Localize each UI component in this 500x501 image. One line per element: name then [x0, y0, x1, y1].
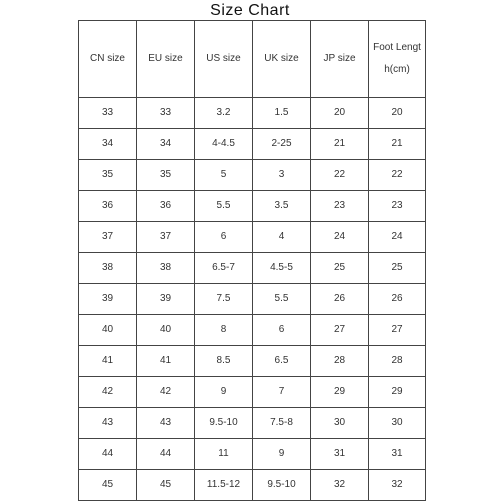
- cell-uk-size: 9: [253, 439, 311, 470]
- cell-eu-size: 37: [137, 222, 195, 253]
- table-row: [79, 129, 426, 160]
- cell-uk-size: 1.5: [253, 98, 311, 129]
- cell-us-size: 9.5-10: [195, 408, 253, 439]
- header-uk-size: UK size: [253, 21, 311, 98]
- table-row: [79, 191, 426, 222]
- cell-cn-size: 34: [79, 129, 137, 160]
- cell-eu-size: 43: [137, 408, 195, 439]
- table-header-row: [79, 21, 426, 98]
- cell-foot-length: 31: [369, 439, 426, 470]
- cell-cn-size: 44: [79, 439, 137, 470]
- cell-foot-length: 28: [369, 346, 426, 377]
- cell-us-size: 11: [195, 439, 253, 470]
- cell-cn-size: 40: [79, 315, 137, 346]
- cell-jp-size: 28: [311, 346, 369, 377]
- cell-cn-size: 38: [79, 253, 137, 284]
- cell-eu-size: 41: [137, 346, 195, 377]
- cell-jp-size: 25: [311, 253, 369, 284]
- cell-us-size: 8.5: [195, 346, 253, 377]
- table-row: [79, 253, 426, 284]
- cell-foot-length: 21: [369, 129, 426, 160]
- cell-uk-size: 6.5: [253, 346, 311, 377]
- header-foot-length-label: Foot Length(cm): [373, 42, 421, 75]
- cell-uk-size: 7.5-8: [253, 408, 311, 439]
- cell-eu-size: 33: [137, 98, 195, 129]
- cell-eu-size: 35: [137, 160, 195, 191]
- header-foot-length: [369, 21, 426, 98]
- cell-foot-length: 29: [369, 377, 426, 408]
- cell-jp-size: 20: [311, 98, 369, 129]
- cell-cn-size: 43: [79, 408, 137, 439]
- table-row: [79, 98, 426, 129]
- cell-us-size: 6: [195, 222, 253, 253]
- cell-cn-size: 41: [79, 346, 137, 377]
- cell-us-size: 3.2: [195, 98, 253, 129]
- table-row: [79, 284, 426, 315]
- cell-jp-size: 27: [311, 315, 369, 346]
- cell-jp-size: 21: [311, 129, 369, 160]
- cell-foot-length: 32: [369, 470, 426, 501]
- cell-cn-size: 39: [79, 284, 137, 315]
- cell-foot-length: 26: [369, 284, 426, 315]
- cell-us-size: 11.5-12: [195, 470, 253, 501]
- cell-eu-size: 42: [137, 377, 195, 408]
- cell-cn-size: 42: [79, 377, 137, 408]
- cell-foot-length: 25: [369, 253, 426, 284]
- table-body: [79, 98, 426, 501]
- cell-cn-size: 37: [79, 222, 137, 253]
- cell-cn-size: 36: [79, 191, 137, 222]
- table-row: [79, 470, 426, 501]
- table-row: [79, 315, 426, 346]
- table-row: [79, 346, 426, 377]
- cell-uk-size: 3: [253, 160, 311, 191]
- cell-jp-size: 31: [311, 439, 369, 470]
- cell-foot-length: 27: [369, 315, 426, 346]
- table-row: [79, 377, 426, 408]
- cell-uk-size: 7: [253, 377, 311, 408]
- cell-uk-size: 5.5: [253, 284, 311, 315]
- cell-foot-length: 24: [369, 222, 426, 253]
- cell-cn-size: 33: [79, 98, 137, 129]
- cell-foot-length: 22: [369, 160, 426, 191]
- cell-us-size: 5.5: [195, 191, 253, 222]
- cell-cn-size: 35: [79, 160, 137, 191]
- cell-uk-size: 4.5-5: [253, 253, 311, 284]
- cell-uk-size: 3.5: [253, 191, 311, 222]
- cell-uk-size: 2-25: [253, 129, 311, 160]
- cell-us-size: 4-4.5: [195, 129, 253, 160]
- cell-eu-size: 45: [137, 470, 195, 501]
- cell-us-size: 7.5: [195, 284, 253, 315]
- cell-jp-size: 23: [311, 191, 369, 222]
- cell-eu-size: 36: [137, 191, 195, 222]
- cell-eu-size: 34: [137, 129, 195, 160]
- cell-jp-size: 30: [311, 408, 369, 439]
- table-row: [79, 160, 426, 191]
- header-jp-size: JP size: [311, 21, 369, 98]
- cell-jp-size: 29: [311, 377, 369, 408]
- cell-foot-length: 30: [369, 408, 426, 439]
- cell-us-size: 5: [195, 160, 253, 191]
- cell-foot-length: 23: [369, 191, 426, 222]
- cell-uk-size: 9.5-10: [253, 470, 311, 501]
- table-row: [79, 408, 426, 439]
- cell-cn-size: 45: [79, 470, 137, 501]
- cell-uk-size: 6: [253, 315, 311, 346]
- header-cn-size: CN size: [79, 21, 137, 98]
- cell-foot-length: 20: [369, 98, 426, 129]
- cell-jp-size: 24: [311, 222, 369, 253]
- header-us-size: US size: [195, 21, 253, 98]
- cell-us-size: 8: [195, 315, 253, 346]
- cell-jp-size: 32: [311, 470, 369, 501]
- cell-eu-size: 39: [137, 284, 195, 315]
- cell-us-size: 9: [195, 377, 253, 408]
- cell-eu-size: 44: [137, 439, 195, 470]
- cell-jp-size: 22: [311, 160, 369, 191]
- page-title: Size Chart: [210, 2, 290, 19]
- cell-eu-size: 40: [137, 315, 195, 346]
- cell-uk-size: 4: [253, 222, 311, 253]
- cell-us-size: 6.5-7: [195, 253, 253, 284]
- cell-eu-size: 38: [137, 253, 195, 284]
- size-chart-table: [78, 20, 426, 501]
- cell-jp-size: 26: [311, 284, 369, 315]
- table-row: [79, 222, 426, 253]
- table-row: [79, 439, 426, 470]
- header-eu-size: EU size: [137, 21, 195, 98]
